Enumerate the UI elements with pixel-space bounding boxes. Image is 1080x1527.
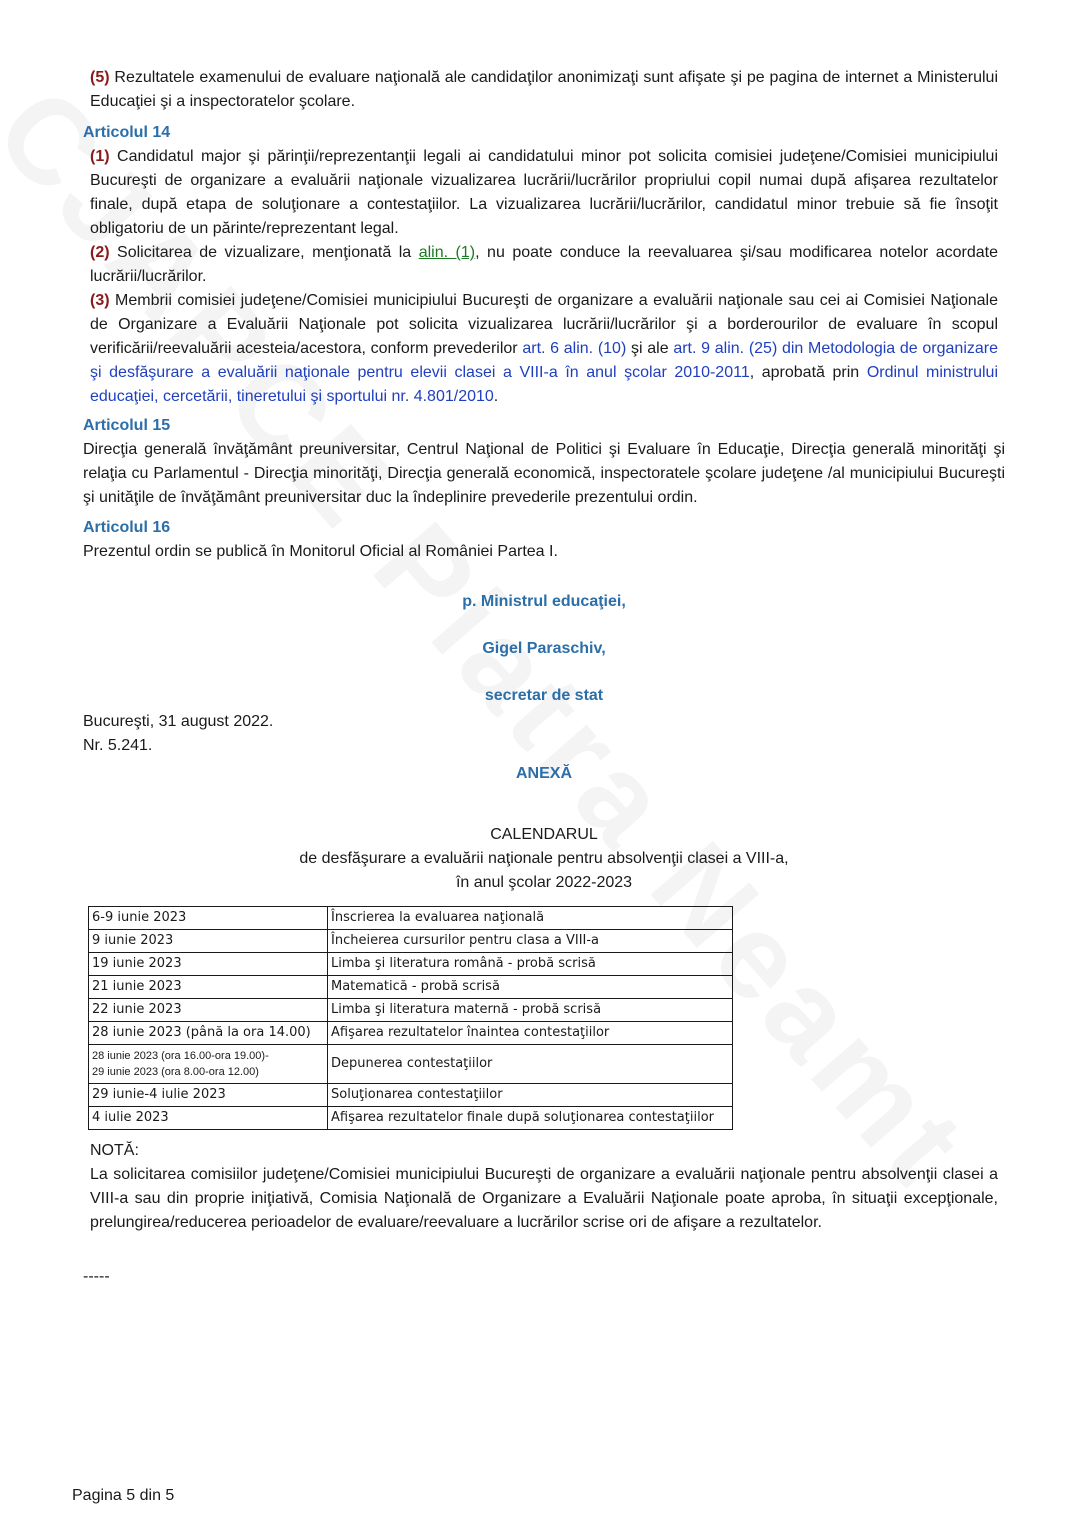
calendar-date: 6-9 iunie 2023 bbox=[89, 907, 328, 930]
calendar-date: 9 iunie 2023 bbox=[89, 930, 328, 953]
calendar-date-line: 28 iunie 2023 (ora 16.00-ora 19.00)- bbox=[92, 1050, 269, 1062]
annex-title: ANEXĂ bbox=[515, 765, 572, 782]
calendar-subtitle: de desfăşurare a evaluării naţionale pentru absolvenţii clasei a VIII-a, bbox=[299, 850, 789, 867]
calendar-date: 19 iunie 2023 bbox=[89, 953, 328, 976]
calendar-table bbox=[88, 906, 733, 1130]
table-row bbox=[89, 953, 733, 976]
calendar-date: 21 iunie 2023 bbox=[89, 976, 328, 999]
calendar-date: 28 iunie 2023 (până la ora 14.00) bbox=[89, 1022, 328, 1045]
order-number: Nr. 5.241. bbox=[83, 737, 153, 754]
paragraph-text: Candidatul major şi părinţii/reprezentanţii legali ai candidatului minor pot solicita comisiei judeţene/Comisiei municipiului Bucureşti de organizare a evaluării naţionale vizualizarea lucrării/lucrărilor propriului copil numai după afişarea rezultatelor finale, după etapa de soluţionare a contestaţiilor. La vizualizarea lucrării/lucrărilor, candidatul minor trebuie să fie însoţit obligatoriu de un părinte/reprezentant legal. bbox=[90, 148, 998, 237]
calendar-event: Depunerea contestaţiilor bbox=[328, 1045, 733, 1084]
paragraph-text: şi ale bbox=[626, 340, 674, 357]
calendar-date: 29 iunie-4 iulie 2023 bbox=[89, 1084, 328, 1107]
signature-title: secretar de stat bbox=[484, 687, 604, 704]
article-14-heading: Articolul 14 bbox=[83, 124, 171, 141]
table-row bbox=[89, 930, 733, 953]
calendar-school-year: în anul şcolar 2022-2023 bbox=[455, 874, 633, 891]
calendar-date: 4 iulie 2023 bbox=[89, 1107, 328, 1130]
paragraph-text: , nu poate conduce la reevaluarea şi/sau modificarea notelor acordate lucrării/lucrărilor. bbox=[90, 244, 998, 285]
table-row bbox=[89, 907, 733, 930]
calendar-title: CALENDARUL bbox=[490, 826, 598, 843]
calendar-event: Înscrierea la evaluarea naţională bbox=[328, 907, 733, 930]
art-9-methodology-link[interactable]: art. 9 alin. (25) din Metodologia de organizare şi desfăşurare a evaluării naţionale pentru elevii clasei a VIII-a în anul şcolar 2010-2011 bbox=[90, 340, 999, 381]
page-number-footer: Pagina 5 din 5 bbox=[72, 1487, 175, 1504]
table-row bbox=[89, 976, 733, 999]
art14-paragraph-2 bbox=[90, 241, 998, 289]
calendar-event: Soluţionarea contestaţiilor bbox=[328, 1084, 733, 1107]
note-text: La solicitarea comisiilor judeţene/Comisiei municipiului Bucureşti de organizare a evaluării naţionale pentru absolvenţii clasei a VIII-a sau din proprie iniţiativă, Comisia Naţională de Organizare a Evaluării Naţionale poate aproba, în situaţii excepţionale, prelungirea/reducerea perioadelor de evaluare/reevaluare a lucrărilor scrise ori de afişare a rezultatelor. bbox=[90, 1166, 998, 1231]
paragraph-number: (2) bbox=[90, 244, 110, 261]
separator: ----- bbox=[83, 1268, 110, 1285]
signature-name: Gigel Paraschiv, bbox=[482, 640, 606, 657]
signature-role: p. Ministrul educaţiei, bbox=[462, 593, 626, 610]
calendar-event: Matematică - probă scrisă bbox=[328, 976, 733, 999]
art13-paragraph-5 bbox=[90, 66, 998, 114]
place-date: Bucureşti, 31 august 2022. bbox=[83, 713, 274, 730]
art14-paragraph-1 bbox=[90, 145, 998, 241]
paragraph-number: (3) bbox=[90, 292, 110, 309]
paragraph-text: . bbox=[493, 388, 499, 405]
table-row bbox=[89, 1045, 733, 1084]
order-4801-link[interactable]: Ordinul ministrului educaţiei, cercetării, tineretului şi sportului nr. 4.801/2010 bbox=[90, 364, 999, 405]
paragraph-text: Rezultatele examenului de evaluare naţională ale candidaţilor anonimizaţi sunt afişate şi pe pagina de internet a Ministerului Educaţiei şi a inspectoratelor şcolare. bbox=[90, 69, 998, 110]
paragraph-text: Solicitarea de vizualizare, menţionată la bbox=[109, 244, 419, 261]
art-6-link[interactable]: art. 6 alin. (10) bbox=[522, 340, 627, 357]
paragraph-text: , aprobată prin bbox=[749, 364, 867, 381]
alin-1-link[interactable]: alin. (1) bbox=[418, 244, 476, 261]
art15-text: Direcţia generală învăţământ preuniversitar, Centrul Naţional de Politici şi Evaluare în Educaţie, Direcţia generală minorităţi şi relaţia cu Parlamentul - Direcţia minorităţi, Direcţia generală economică, inspectoratele şcolare judeţene /al municipiului Bucureşti şi unităţile de învăţământ preuniversitar duc la îndeplinire prevederile prezentului ordin. bbox=[83, 441, 1005, 506]
table-row bbox=[89, 999, 733, 1022]
calendar-event: Afişarea rezultatelor finale după soluţionarea contestaţiilor bbox=[328, 1107, 733, 1130]
calendar-event: Afişarea rezultatelor înaintea contestaţiilor bbox=[328, 1022, 733, 1045]
calendar-event: Încheierea cursurilor pentru clasa a VIII-a bbox=[328, 930, 733, 953]
paragraph-number: (5) bbox=[90, 69, 110, 86]
calendar-date-line: 29 iunie 2023 (ora 8.00-ora 12.00) bbox=[92, 1066, 259, 1078]
calendar-date: 22 iunie 2023 bbox=[89, 999, 328, 1022]
article-16-heading: Articolul 16 bbox=[83, 519, 171, 536]
article-15-heading: Articolul 15 bbox=[83, 417, 171, 434]
calendar-event: Limba şi literatura maternă - probă scrisă bbox=[328, 999, 733, 1022]
calendar-event: Limba şi literatura română - probă scrisă bbox=[328, 953, 733, 976]
art16-text: Prezentul ordin se publică în Monitorul Oficial al României Partea I. bbox=[83, 543, 558, 560]
note-label: NOTĂ: bbox=[90, 1142, 139, 1159]
art14-paragraph-3 bbox=[90, 289, 998, 409]
table-row bbox=[89, 1107, 733, 1130]
paragraph-text: Membrii comisiei judeţene/Comisiei municipiului Bucureşti de organizare a evaluării naţionale sau cei ai Comisiei Naţionale de Organizare a Evaluării Naţionale pot solicita vizualizarea lucrării/lucrărilor şi a borderourilor de evaluare în scopul verificării/reevaluării acesteia/acestora, conform prevederilor bbox=[90, 292, 998, 357]
table-row bbox=[89, 1022, 733, 1045]
table-row bbox=[89, 1084, 733, 1107]
paragraph-number: (1) bbox=[90, 148, 110, 165]
calendar-date bbox=[89, 1045, 328, 1084]
